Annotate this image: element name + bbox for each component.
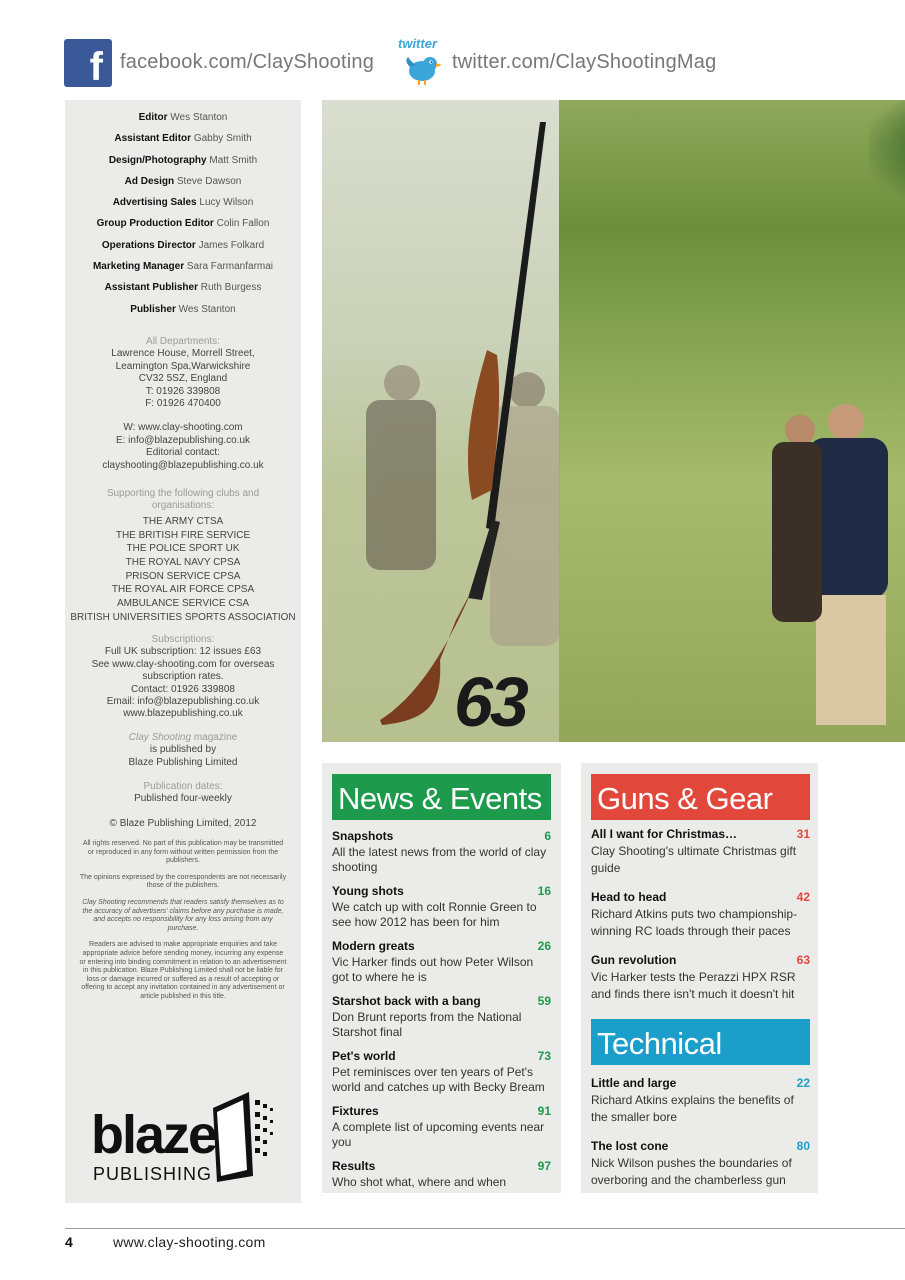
toc-entry[interactable]: The lost cone 80 Nick Wilson pushes the boundaries of overboring and the chamberless gun: [591, 1139, 810, 1187]
staff-row: Design/Photography Matt Smith: [108, 154, 258, 166]
editorial-email-link[interactable]: clayshooting@blazepublishing.co.uk: [102, 459, 264, 471]
staff-row: Ad Design Steve Dawson: [124, 175, 242, 187]
website-link[interactable]: W: www.clay-shooting.com: [123, 422, 243, 434]
blaze-publishing-logo: [91, 1090, 281, 1190]
staff-row: Assistant Publisher Ruth Burgess: [104, 282, 262, 294]
toc-entry[interactable]: Snapshots 6 All the latest news from the world of clay shooting: [332, 829, 551, 874]
staff-row: Advertising Sales Lucy Wilson: [112, 197, 254, 209]
hero-photo: [322, 100, 905, 742]
logo-book-icon: [209, 1090, 281, 1182]
staff-row: Publisher Wes Stanton: [130, 303, 236, 315]
toc-entry[interactable]: Gun revolution 63 Vic Harker tests the Perazzi HPX RSR and finds there isn't much it doesn't hit: [591, 953, 810, 1001]
facebook-link[interactable]: facebook.com/ClayShooting: [120, 51, 375, 73]
hero-illustration: [322, 100, 905, 742]
staff-list: [65, 111, 301, 324]
toc-entry[interactable]: Results 97 Who shot what, where and when: [332, 1159, 551, 1189]
toc-entry[interactable]: Starshot back with a bang 59 Don Brunt reports from the National Starshot final: [332, 994, 551, 1039]
guns-technical-panel: [581, 763, 818, 1193]
logo-publishing: PUBLISHING: [93, 1164, 213, 1184]
clubs-block: Supporting the following clubs and organisations: THE ARMY CTSA THE BRITISH FIRE SERVICE THE POLICE SPORT UK THE ROYAL NAVY CPSA PRISON SERVICE CPSA THE ROYAL AIR FORCE CPSA AMBULANCE SERVICE CSA BRITISH UNIVERSITIES SPORTS ASSOCIATION: [70, 488, 296, 623]
staff-row: Marketing Manager Sara Farmanfarmai: [92, 261, 274, 273]
twitter-wordmark: twitter: [398, 36, 437, 51]
subscriptions-block: Subscriptions: Full UK subscription: 12 issues £63 See www.clay-shooting.com for overseas subscription rates. Contact: 01926 339808 Email: info@blazepublishing.co.uk www.blazepublishing.co.uk: [65, 634, 301, 721]
publisher-note: Clay Shooting magazine is published by Blaze Publishing Limited: [128, 732, 238, 768]
staff-row: Assistant Editor Gabby Smith: [114, 133, 252, 145]
email-link[interactable]: E: info@blazepublishing.co.uk: [115, 434, 251, 446]
departments-block: All Departments: Lawrence House, Morrell Street, Leamington Spa,Warwickshire CV32 5SZ, England T: 01926 339808 F: 01926 470400 W: www.clay-shooting.com E: info@blazepublishing.co.uk Editorial contact: clayshooting@blazepublishing.co.uk: [65, 336, 301, 472]
toc-entry[interactable]: Young shots 16 We catch up with colt Ronnie Green to see how 2012 has been for him: [332, 884, 551, 929]
staff-row: Group Production Editor Colin Fallon: [96, 218, 270, 230]
logo-word: blaze: [91, 1105, 217, 1165]
news-events-heading: News & Events: [332, 774, 551, 820]
twitter-bird-icon[interactable]: [404, 53, 442, 85]
toc-entry[interactable]: All I want for Christmas… 31 Clay Shooting's ultimate Christmas gift guide: [591, 827, 810, 875]
publisher-website-link[interactable]: www.blazepublishing.co.uk: [123, 708, 243, 720]
facebook-icon[interactable]: f: [64, 39, 112, 87]
legal-text: All rights reserved. No part of this publication may be transmitted or reproduced in any form without written permission from the publishers. The opinions expressed by the correspondents are not necessarily those of the publishers. Clay Shooting recommends that readers satisfy themselves as to the accuracy of advertisers' claims before any purchase is made, and accepts no responsibility for any loss arising from any purchase. Readers are advised to make appropriate enquiries and take appropriate advice before sending money, incurring any expense or entering into binding commitment in relation to an advertisement in this publication. Blaze Publishing Limited shall not be liable for loss or damage incurred or suffered as a result of accepting or offering to accept any invitation contained in any advertisement or article published in this title.: [79, 840, 287, 1000]
credits-column: [65, 100, 301, 1203]
technical-heading: Technical: [591, 1019, 810, 1065]
toc-entry[interactable]: Little and large 22 Richard Atkins explains the benefits of the smaller bore: [591, 1076, 810, 1124]
twitter-link[interactable]: twitter.com/ClayShootingMag: [452, 51, 717, 73]
toc-entry[interactable]: Pet's world 73 Pet reminisces over ten years of Pet's world and catches up with Becky Bream: [332, 1049, 551, 1094]
toc-entry[interactable]: Fixtures 91 A complete list of upcoming events near you: [332, 1104, 551, 1149]
publication-dates: Publication dates: Published four-weekly: [134, 781, 232, 805]
news-events-panel: [322, 763, 561, 1193]
footer-rule: [65, 1228, 905, 1229]
footer-page-number: 4: [65, 1234, 73, 1250]
staff-row: Operations Director James Folkard: [101, 239, 265, 251]
copyright: © Blaze Publishing Limited, 2012: [109, 818, 257, 829]
hero-page-number: 63: [454, 663, 526, 741]
footer-url[interactable]: www.clay-shooting.com: [113, 1234, 266, 1250]
subscription-email-link[interactable]: Email: info@blazepublishing.co.uk: [106, 696, 260, 708]
toc-entry[interactable]: Head to head 42 Richard Atkins puts two championship-winning RC loads through their paces: [591, 890, 810, 938]
guns-gear-heading: Guns & Gear: [591, 774, 810, 820]
staff-row: Editor Wes Stanton: [138, 112, 228, 123]
toc-entry[interactable]: Modern greats 26 Vic Harker finds out how Peter Wilson got to where he is: [332, 939, 551, 984]
